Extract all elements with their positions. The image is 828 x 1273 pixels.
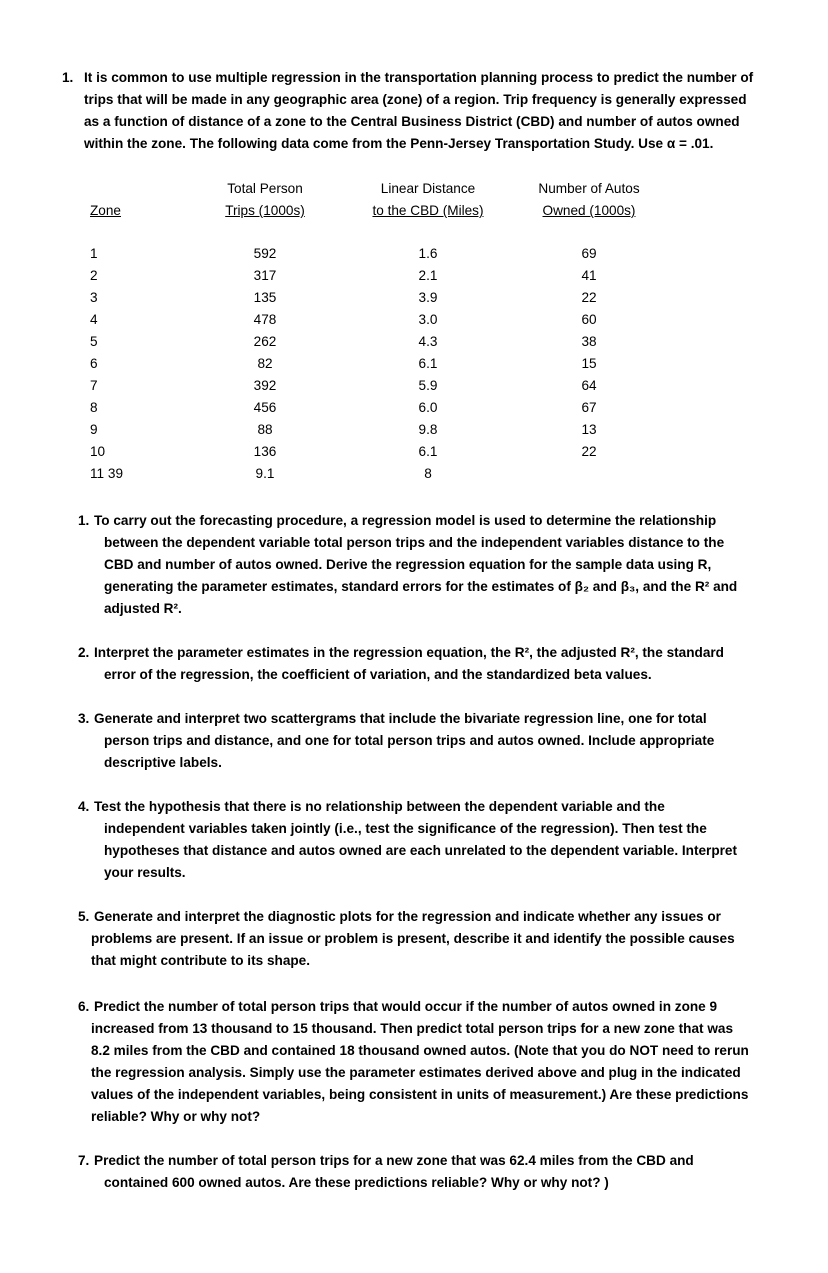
question-line: hypotheses that distance and autos owned are each unrelated to the dependent variable. Interpret: [104, 843, 738, 858]
question-line: Test the hypothesis that there is no relationship between the dependent variable and the: [94, 799, 665, 814]
question-number: 6.: [78, 999, 90, 1014]
cell-zone: 6: [90, 356, 98, 371]
cell-distance: 4.3: [418, 334, 438, 349]
header-trips-line1: Total Person: [227, 181, 303, 196]
cell-distance: 6.0: [418, 400, 438, 415]
question-line: person trips and distance, and one for total person trips and autos owned. Include appropriate: [104, 733, 715, 748]
cell-trips: 135: [253, 290, 277, 305]
cell-autos: 69: [581, 246, 597, 261]
cell-trips: 88: [257, 422, 273, 437]
header-trips-line2: Trips (1000s): [225, 203, 305, 218]
question-line: independent variables taken jointly (i.e., test the significance of the regression). Then test the: [104, 821, 707, 836]
cell-trips: 136: [253, 444, 277, 459]
header-autos-line1: Number of Autos: [538, 181, 640, 196]
cell-autos: 15: [581, 356, 597, 371]
question-line: CBD and number of autos owned. Derive the regression equation for the sample data using R,: [104, 557, 712, 572]
question-line: contained 600 owned autos. Are these predictions reliable? Why or why not? ): [104, 1175, 609, 1190]
question-line: Generate and interpret two scattergrams that include the bivariate regression line, one for total: [94, 711, 707, 726]
cell-zone: 4: [90, 312, 98, 327]
cell-autos: 41: [581, 268, 597, 283]
cell-distance: 9.8: [418, 422, 438, 437]
question-line: adjusted R².: [104, 601, 182, 616]
cell-distance: 8: [424, 466, 432, 481]
header-distance-line1: Linear Distance: [380, 181, 476, 196]
question-line: between the dependent variable total person trips and the independent variables distance to the: [104, 535, 725, 550]
question-number: 2.: [78, 645, 90, 660]
question-line: Predict the number of total person trips that would occur if the number of autos owned in zone 9: [94, 999, 718, 1014]
intro-line-2: trips that will be made in any geographic area (zone) of a region. Trip frequency is generally expressed: [84, 92, 747, 107]
cell-autos: 67: [581, 400, 597, 415]
cell-autos: 22: [581, 290, 597, 305]
cell-distance: 2.1: [418, 268, 438, 283]
cell-trips: 9.1: [255, 466, 275, 481]
cell-autos: 60: [581, 312, 597, 327]
question-line: reliable? Why or why not?: [91, 1109, 261, 1124]
cell-trips: 392: [253, 378, 277, 393]
cell-zone: 5: [90, 334, 98, 349]
question-line: the regression analysis. Simply use the parameter estimates derived above and plug in the indicated: [91, 1065, 741, 1080]
question-line: values of the independent variables, being consistent in units of measurement.) Are these predictions: [91, 1087, 749, 1102]
cell-trips: 456: [253, 400, 277, 415]
cell-zone: 3: [90, 290, 98, 305]
question-number: 5.: [78, 909, 90, 924]
question-number: 4.: [78, 799, 90, 814]
cell-autos: 22: [581, 444, 597, 459]
cell-trips: 262: [253, 334, 277, 349]
cell-zone: 8: [90, 400, 98, 415]
question-line: To carry out the forecasting procedure, a regression model is used to determine the relationship: [94, 513, 717, 528]
question-line: Interpret the parameter estimates in the regression equation, the R², the adjusted R², the standard: [94, 645, 724, 660]
header-distance-line2: to the CBD (Miles): [372, 203, 484, 218]
cell-autos: 64: [581, 378, 597, 393]
cell-trips: 478: [253, 312, 277, 327]
cell-trips: 82: [257, 356, 273, 371]
cell-zone: 9: [90, 422, 98, 437]
intro-line-3: as a function of distance of a zone to the Central Business District (CBD) and number of autos owned: [84, 114, 740, 129]
question-number: 3.: [78, 711, 90, 726]
question-number: 7.: [78, 1153, 90, 1168]
cell-distance: 6.1: [418, 444, 438, 459]
cell-trips: 317: [253, 268, 277, 283]
cell-distance: 6.1: [418, 356, 438, 371]
intro-number: 1.: [62, 70, 74, 85]
cell-zone: 11 39: [90, 466, 124, 481]
cell-zone: 10: [90, 444, 106, 459]
question-line: Predict the number of total person trips for a new zone that was 62.4 miles from the CBD and: [94, 1153, 694, 1168]
intro-line-1: It is common to use multiple regression in the transportation planning process to predict the number of: [84, 70, 754, 85]
header-zone: Zone: [90, 203, 121, 218]
cell-zone: 2: [90, 268, 98, 283]
cell-zone: 1: [90, 246, 98, 261]
question-line: 8.2 miles from the CBD and contained 18 thousand owned autos. (Note that you do NOT need to rerun: [91, 1043, 749, 1058]
question-number: 1.: [78, 513, 90, 528]
question-line: generating the parameter estimates, standard errors for the estimates of β₂ and β₃, and the R² and: [104, 579, 738, 594]
question-line: your results.: [104, 865, 186, 880]
header-autos-line2: Owned (1000s): [542, 203, 636, 218]
question-line: descriptive labels.: [104, 755, 222, 770]
cell-distance: 1.6: [418, 246, 438, 261]
cell-autos: 13: [581, 422, 597, 437]
intro-line-4: within the zone. The following data come from the Penn-Jersey Transportation Study. Use α = .01.: [84, 136, 714, 151]
cell-distance: 3.9: [418, 290, 438, 305]
cell-zone: 7: [90, 378, 98, 393]
question-line: problems are present. If an issue or problem is present, describe it and identify the possible causes: [91, 931, 735, 946]
question-line: error of the regression, the coefficient of variation, and the standardized beta values.: [104, 667, 652, 682]
cell-distance: 5.9: [418, 378, 438, 393]
cell-distance: 3.0: [418, 312, 438, 327]
cell-autos: 38: [581, 334, 597, 349]
question-line: increased from 13 thousand to 15 thousand. Then predict total person trips for a new zone that was: [91, 1021, 734, 1036]
cell-trips: 592: [253, 246, 277, 261]
question-line: Generate and interpret the diagnostic plots for the regression and indicate whether any issues or: [94, 909, 721, 924]
question-line: that might contribute to its shape.: [91, 953, 311, 968]
